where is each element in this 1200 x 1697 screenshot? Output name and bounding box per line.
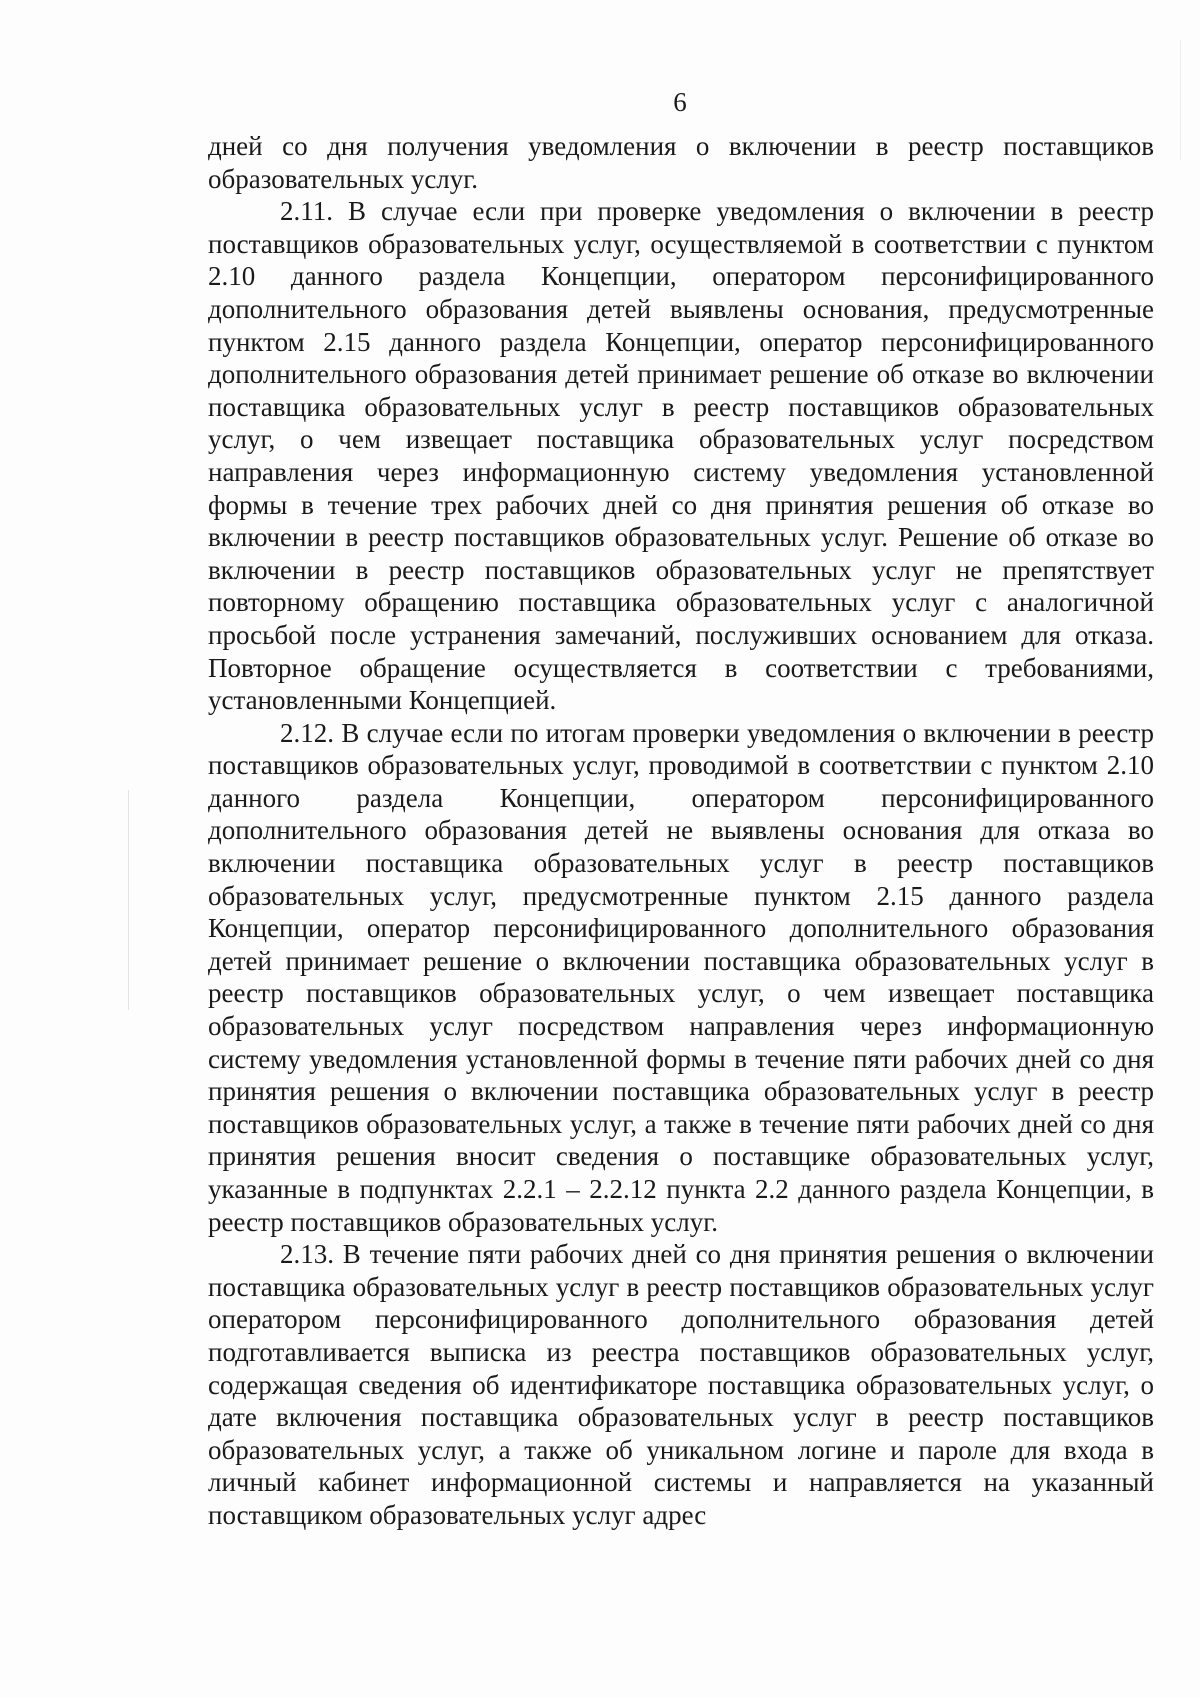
document-body — [208, 130, 1154, 1532]
paragraph-2-11: 2.11. В случае если при проверке уведомления о включении в реестр поставщиков образовательных услуг, осуществляемой в соответствии с пунктом 2.10 данного раздела Концепции, оператором персонифицированного дополнительного образования детей выявлены основания, предусмотренные пунктом 2.15 данного раздела Концепции, оператор персонифицированного дополнительного образования детей принимает решение об отказе во включении поставщика образовательных услуг в реестр поставщиков образовательных услуг, о чем извещает поставщика образовательных услуг посредством направления через информационную систему уведомления установленной формы в течение трех рабочих дней со дня принятия решения об отказе во включении в реестр поставщиков образовательных услуг. Решение об отказе во включении в реестр поставщиков образовательных услуг не препятствует повторному обращению поставщика образовательных услуг с аналогичной просьбой после устранения замечаний, послуживших основанием для отказа. Повторное обращение осуществляется в соответствии с требованиями, установленными Концепцией. — [208, 196, 1154, 716]
paragraph-continuation: дней со дня получения уведомления о включении в реестр поставщиков образовательных услуг. — [208, 131, 1154, 194]
page-number: 6 — [673, 87, 687, 117]
scan-artifact-line — [128, 790, 129, 1010]
paragraph-2-13: 2.13. В течение пяти рабочих дней со дня принятия решения о включении поставщика образовательных услуг в реестр поставщиков образовательных услуг оператором персонифицированного дополнительного образования детей подготавливается выписка из реестра поставщиков образовательных услуг, содержащая сведения об идентификаторе поставщика образовательных услуг, о дате включения поставщика образовательных услуг в реестр поставщиков образовательных услуг, а также об уникальном логине и пароле для входа в личный кабинет информационной системы и направляется на указанный поставщиком образовательных услуг адрес — [208, 1239, 1154, 1530]
paragraph-2-12: 2.12. В случае если по итогам проверки уведомления о включении в реестр поставщиков образовательных услуг, проводимой в соответствии с пунктом 2.10 данного раздела Концепции, оператором персонифицированного дополнительного образования детей не выявлены основания для отказа во включении поставщика образовательных услуг в реестр поставщиков образовательных услуг, предусмотренные пунктом 2.15 данного раздела Концепции, оператор персонифицированного дополнительного образования детей принимает решение о включении поставщика образовательных услуг в реестр поставщиков образовательных услуг, о чем извещает поставщика образовательных услуг посредством направления через информационную систему уведомления установленной формы в течение пяти рабочих дней со дня принятия решения о включении поставщика образовательных услуг в реестр поставщиков образовательных услуг, а также в течение пяти рабочих дней со дня принятия решения вносит сведения о поставщике образовательных услуг, указанные в подпунктах 2.2.1 – 2.2.12 пункта 2.2 данного раздела Концепции, в реестр поставщиков образовательных услуг. — [208, 717, 1154, 1237]
